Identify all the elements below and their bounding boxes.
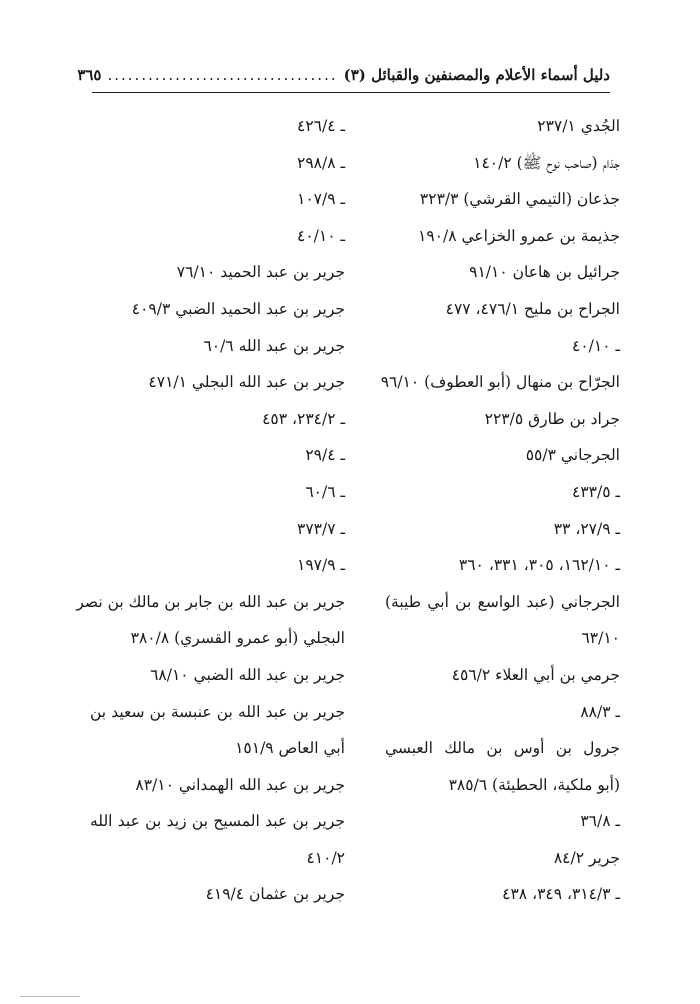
index-entry: جرول بن أوس بن مالك العبسي [385,739,620,758]
index-entry: ـ ٤٠/١٠ [297,226,345,245]
header-title: دليل أسماء الأعلام والمصنفين والقبائل (٣) [343,66,610,84]
index-entry: جرير بن عبد الله ٦٠/٦ [203,336,345,355]
index-entry: ـ ٢٩/٤ [305,446,345,465]
index-entry: ـ ٦٠/٦ [305,482,345,501]
index-entry: ـ ٤٣٣/٥ [572,482,620,501]
header-rule [92,92,610,93]
scan-edge-mark [20,996,80,997]
index-entry: جرير بن عبد المسيح بن زيد بن عبد الله [90,812,345,831]
index-entry: جرير بن عبد الله الضبي ٦٨/١٠ [150,665,345,684]
index-entry: جذعان (التيمي القرشي) ٣٢٣/٣ [419,190,620,209]
index-entry: ـ ٢٣٤/٢، ٤٥٣ [262,409,345,428]
index-column-left [76,108,345,913]
index-entry: جرير بن عبد الله الهمداني ٨٣/١٠ [135,775,345,794]
index-entry: الجرجاني (عبد الواسع بن أبي طيبة) [385,592,620,611]
index-entry: ٤١٠/٢ [306,848,345,867]
index-entry: الجرجاني ٥٥/٣ [525,446,620,465]
index-entry: جرمي بن أبي العلاء ٤٥٦/٢ [451,665,620,684]
index-entry: جرير ٨٤/٢ [553,848,620,867]
index-entry: ـ ٣٧٣/٧ [297,519,345,538]
index-entry: ـ ٢٩٨/٨ [297,153,345,172]
index-entry: ـ ١٦٢/١٠، ٣٠٥، ٣٣١، ٣٦٠ [458,556,620,575]
index-column-right [380,108,620,913]
page-number: ٣٦٥ [77,66,102,84]
index-entry: الجُدي ٢٣٧/١ [537,117,620,135]
index-entry: ـ ٢٧/٩، ٣٣ [553,519,620,538]
index-entry: ـ ٣٦/٨ [580,812,620,831]
index-entry: ـ ٨٨/٣ [580,702,620,721]
index-entry: جذام (صاحب نوح ﷺ) ١٤٠/٢ [473,153,620,172]
index-entry: جرير بن عبد الله البجلي ٤٧١/١ [148,373,345,392]
index-entry: أبي العاص ١٥١/٩ [235,739,345,758]
index-entry: ـ ٣١٤/٣، ٣٤٩، ٤٣٨ [502,885,620,904]
index-entry: جرائيل بن هاعان ٩١/١٠ [469,263,620,282]
index-entry: ٦٣/١٠ [581,629,620,648]
header-leader-dots: .................................. [107,66,338,84]
running-header [77,62,610,88]
index-entry: جرير بن عثمان ٤١٩/٤ [205,885,345,904]
index-entry: ـ ١٠٧/٩ [297,190,345,209]
index-entry: ـ ٤٢٦/٤ [297,117,345,135]
index-entry: جرير بن عبد الحميد الضبي ٤٠٩/٣ [131,299,345,318]
index-entry: جراد بن طارق ٢٢٣/٥ [484,409,620,428]
index-entry: (أبو ملكية، الحطيئة) ٣٨٥/٦ [448,775,620,794]
index-entry: ـ ٤٠/١٠ [572,336,620,355]
index-entry: ـ ١٩٧/٩ [297,556,345,575]
index-entry: جرير بن عبد الله بن عنبسة بن سعيد بن [90,702,345,721]
index-entry: الجرّاح بن منهال (أبو العطوف) ٩٦/١٠ [380,373,620,392]
index-entry: الجراح بن مليح ٤٧٦/١، ٤٧٧ [445,299,620,318]
index-entry: جرير بن عبد الحميد ٧٦/١٠ [176,263,345,282]
index-entry: البجلي (أبو عمرو القسري) ٣٨٠/٨ [130,629,345,648]
index-entry: جذيمة بن عمرو الخزاعي ١٩٠/٨ [418,226,620,245]
index-entry: جرير بن عبد الله بن جابر بن مالك بن نصر [76,592,345,611]
